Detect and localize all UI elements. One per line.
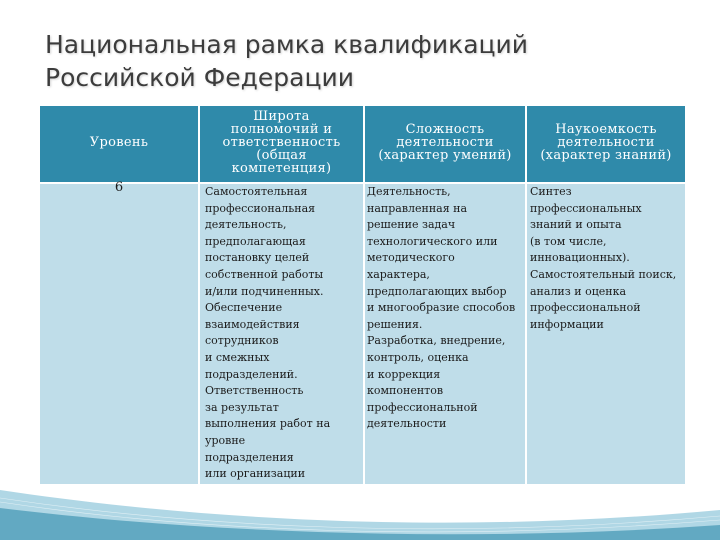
body-cell-level (40, 184, 198, 484)
title-line-1: Национальная рамка квалификаций (45, 30, 529, 59)
scope-text: Самостоятельная профессиональная деятельность, предполагающая постановку целей собственной работы и/или подчиненных. Обеспечение взаимодействия сотрудников и смежных подразделений. Ответственность за результат выполнения работ на уровне подразделения или организации (205, 185, 331, 481)
complexity-text: Деятельность, направленная на решение задач технологического или методического характера, предполагающих выбор и многообразие способов решения. Разработка, внедрение, контроль, оценка и коррекция компонентов профессиональной деятельности (367, 185, 516, 431)
header-scope: Широта полномочий и ответственность (общая компетенция) (222, 109, 341, 176)
knowledge-text: Синтез профессиональных знаний и опыта (в том числе, инновационных). Самостоятельный поиск, анализ и оценка профессиональной информации (530, 185, 677, 331)
header-knowledge: Наукоемкость деятельности (характер знаний) (540, 122, 672, 163)
header-level: Уровень (89, 135, 149, 150)
header-complexity: Сложность деятельности (характер умений) (378, 122, 512, 163)
level-value: 6 (114, 180, 124, 195)
qualification-table (40, 106, 685, 484)
decorative-wave (0, 480, 720, 540)
title-line-2: Российской Федерации (45, 63, 354, 92)
slide-title (45, 28, 685, 94)
